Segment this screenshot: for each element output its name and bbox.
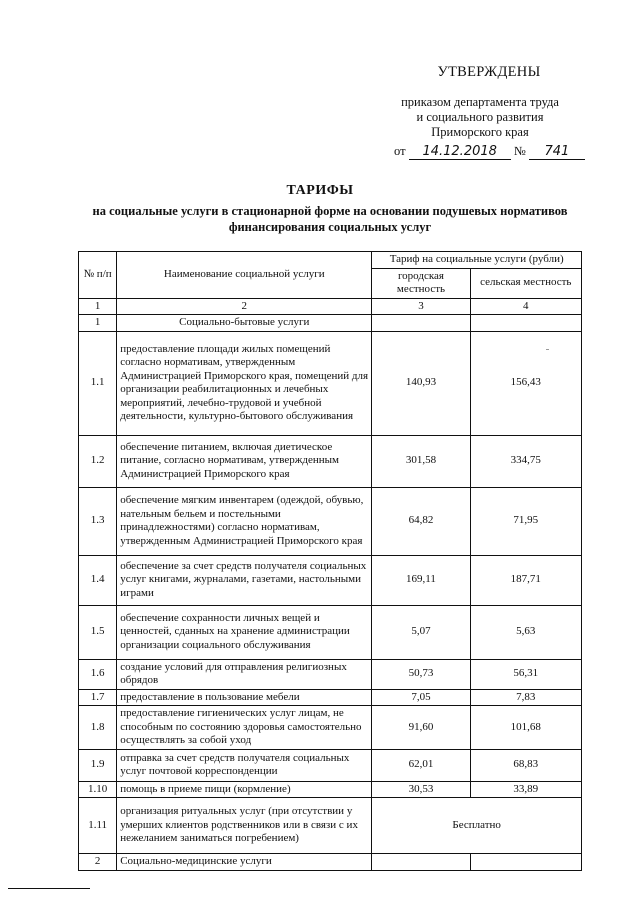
row-city-value: 301,58 <box>372 435 470 487</box>
row-name: обеспечение питанием, включая диетическое питание, согласно нормативам, утвержденным Администрацией Приморского края <box>117 435 372 487</box>
header-name: Наименование социальной услуги <box>117 252 372 299</box>
row-name: обеспечение за счет средств получателя социальных услуг книгами, журналами, газетами, настольными играми <box>117 555 372 605</box>
row-rural-value: 5,63 <box>470 605 581 659</box>
row-name: предоставление гигиенических услуг лицам, не способным по состоянию здоровья самостоятельно осуществлять за собой уход <box>117 706 372 750</box>
row-num: 1.6 <box>79 659 117 689</box>
column-index: 4 <box>470 298 581 315</box>
number-label: № <box>513 144 526 158</box>
column-index-row <box>79 298 582 315</box>
header-row <box>79 252 582 269</box>
row-name: организация ритуальных услуг (при отсутствии у умерших клиентов родственников или в связи с их нежеланием заниматься погребением) <box>117 798 372 854</box>
row-name: предоставление в пользование мебели <box>117 689 372 706</box>
row-num: 1.9 <box>79 749 117 781</box>
row-name: обеспечение мягким инвентарем (одеждой, обувью, нательным бельем и постельными принадлежностями) согласно нормативам, утвержденным Администрацией Приморского края <box>117 487 372 555</box>
row-name: создание условий для отправления религиозных обрядов <box>117 659 372 689</box>
section-row-2 <box>79 854 582 871</box>
row-rural-value: 187,71 <box>470 555 581 605</box>
row-city-value: 50,73 <box>372 659 470 689</box>
table-row <box>79 749 582 781</box>
section-num: 2 <box>79 854 117 871</box>
table-row <box>79 689 582 706</box>
row-num: 1.5 <box>79 605 117 659</box>
row-num: 1.7 <box>79 689 117 706</box>
handwritten-date: 14.12.2018 <box>409 144 511 160</box>
row-city-value: 5,07 <box>372 605 470 659</box>
row-name: предоставление площади жилых помещений согласно нормативам, утвержденным Администрацией Приморского края, помещений для организации реабилитационных и лечебных мероприятий, лечебно-трудовой и учебной деятельности, культурно-бытового обслуживания <box>117 331 372 435</box>
table-row <box>79 487 582 555</box>
row-city-value: 91,60 <box>372 706 470 750</box>
footnote-separator <box>8 888 90 889</box>
row-rural-value: 71,95 <box>470 487 581 555</box>
row-num: 1.1 <box>79 331 117 435</box>
header-rural: сельская местность <box>470 268 581 298</box>
table-row <box>79 781 582 798</box>
row-num: 1.8 <box>79 706 117 750</box>
approval-heading: УТВЕРЖДЕНЫ <box>437 64 541 80</box>
row-city-value: 7,05 <box>372 689 470 706</box>
tariffs-table <box>78 251 582 871</box>
row-num: 1.10 <box>79 781 117 798</box>
column-index: 1 <box>79 298 117 315</box>
row-city-value: 169,11 <box>372 555 470 605</box>
header-city: городская местность <box>372 268 470 298</box>
column-index: 3 <box>372 298 470 315</box>
table-row <box>79 659 582 689</box>
table-row <box>79 435 582 487</box>
scan-mark <box>546 349 549 350</box>
row-name: отправка за счет средств получателя социальных услуг почтовой корреспонденции <box>117 749 372 781</box>
document-title: ТАРИФЫ <box>286 183 354 198</box>
table-row <box>79 706 582 750</box>
row-rural-value: 68,83 <box>470 749 581 781</box>
row-rural-value: 156,43 <box>470 331 581 435</box>
row-rural-value: 334,75 <box>470 435 581 487</box>
date-prefix: от <box>394 144 406 158</box>
approval-date-number <box>380 144 580 160</box>
row-num: 1.4 <box>79 555 117 605</box>
column-index: 2 <box>117 298 372 315</box>
section-name: Социально-медицинские услуги <box>117 854 372 871</box>
row-rural-value: 56,31 <box>470 659 581 689</box>
section-row-1 <box>79 315 582 332</box>
approval-line: Приморского края <box>431 125 529 139</box>
row-rural-value: 101,68 <box>470 706 581 750</box>
row-name: обеспечение сохранности личных вещей и ценностей, сданных на хранение администрации организации социального обслуживания <box>117 605 372 659</box>
document-subtitle: на социальные услуги в стационарной форме на основании подушевых нормативов финансирования социальных услуг <box>92 204 568 234</box>
table-row <box>79 555 582 605</box>
header-tariff: Тариф на социальные услуги (рубли) <box>372 252 582 269</box>
section-name: Социально-бытовые услуги <box>117 315 372 332</box>
row-num: 1.2 <box>79 435 117 487</box>
row-city-value: 64,82 <box>372 487 470 555</box>
header-num: № п/п <box>79 252 117 299</box>
row-city-value: 62,01 <box>372 749 470 781</box>
approval-line: и социального развития <box>416 110 544 124</box>
row-num: 1.3 <box>79 487 117 555</box>
row-city-value: 140,93 <box>372 331 470 435</box>
row-name: помощь в приеме пищи (кормление) <box>117 781 372 798</box>
row-num: 1.11 <box>79 798 117 854</box>
table-row <box>79 605 582 659</box>
row-rural-value: 33,89 <box>470 781 581 798</box>
row-rural-value: 7,83 <box>470 689 581 706</box>
table-row <box>79 798 582 854</box>
section-num: 1 <box>79 315 117 332</box>
approval-block <box>380 64 580 160</box>
row-free-value: Бесплатно <box>372 798 582 854</box>
row-city-value: 30,53 <box>372 781 470 798</box>
table-row <box>79 331 582 435</box>
approval-line: приказом департамента труда <box>401 95 559 109</box>
handwritten-number: 741 <box>529 144 585 160</box>
